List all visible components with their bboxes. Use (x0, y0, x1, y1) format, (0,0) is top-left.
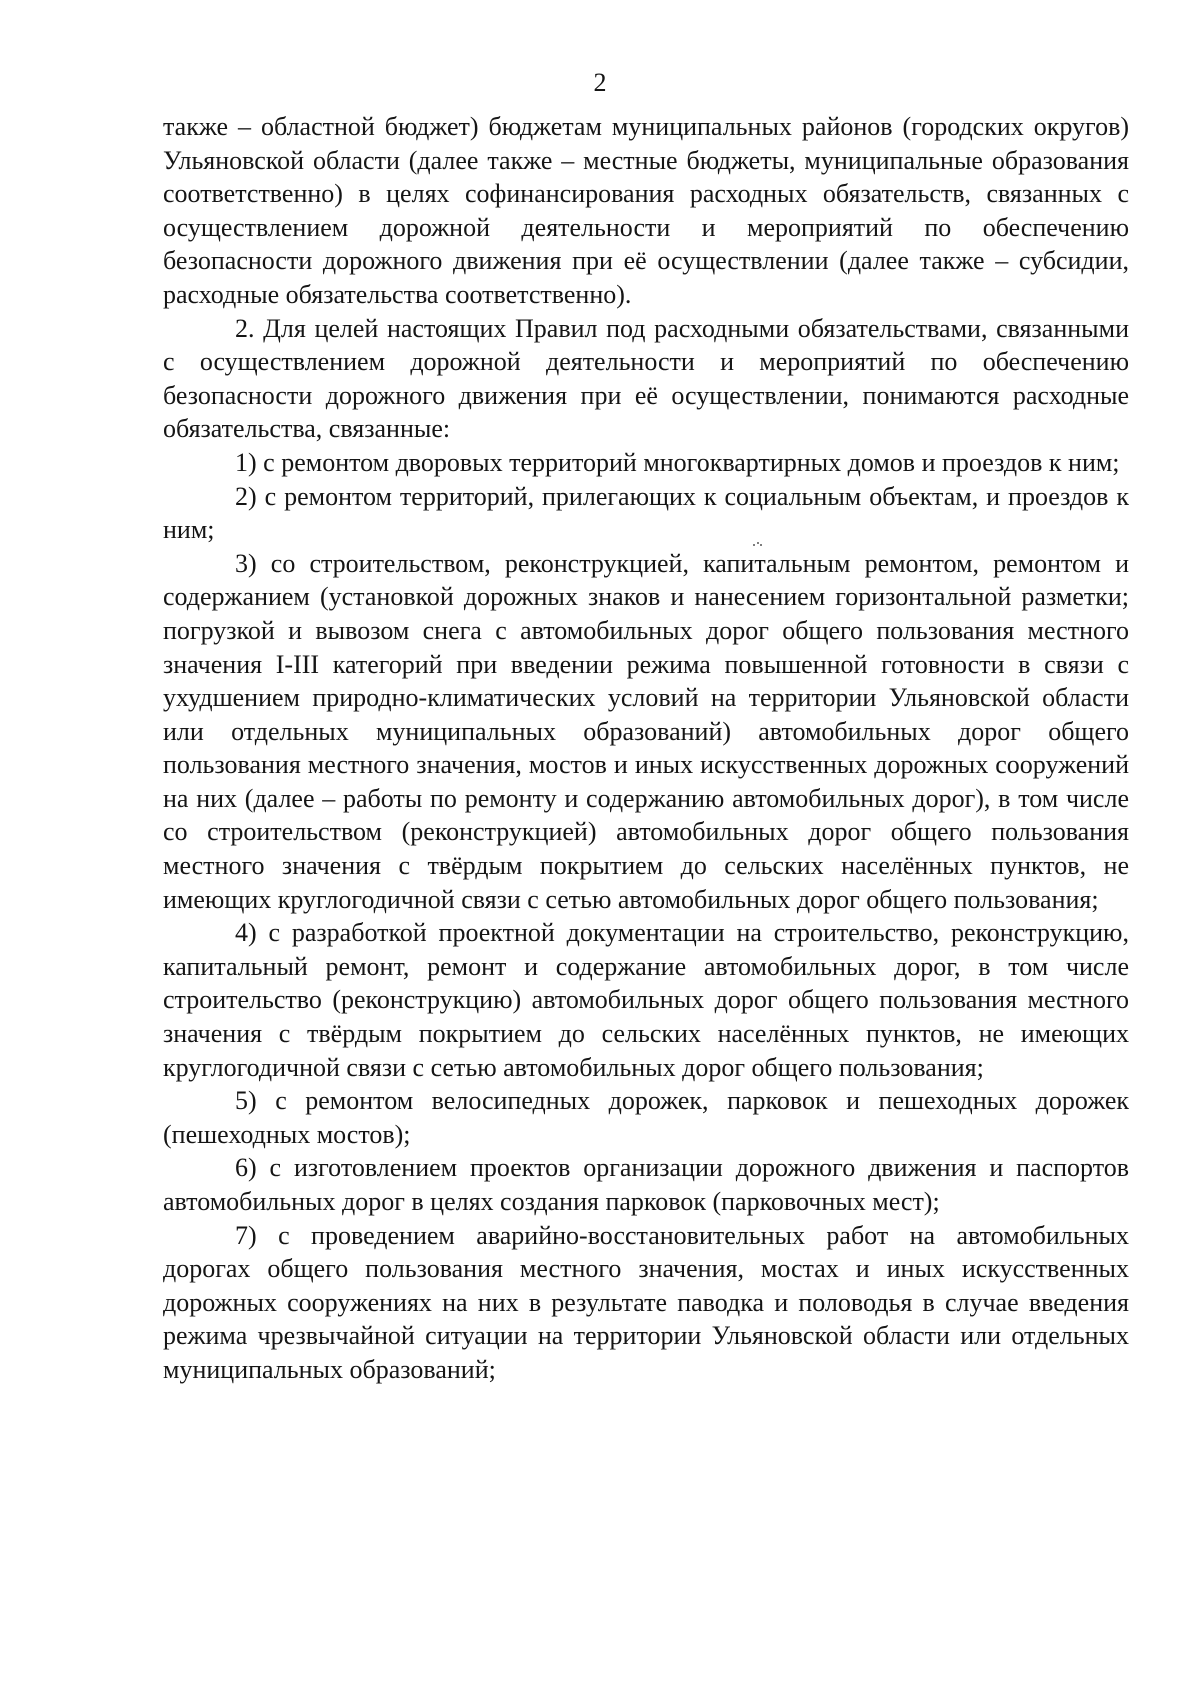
list-item-3: 3) со строительством, реконструкцией, капитальным ремонтом, ремонтом и содержанием (установкой дорожных знаков и нанесением горизонтальной разметки; погрузкой и вывозом снега с автомобильных дорог общего пользования местного значения I-III категорий при введении режима повышенной готовности в связи с ухудшением природно-климатических условий на территории Ульяновской области или отдельных муниципальных образований) автомобильных дорог общего пользования местного значения, мостов и иных искусственных дорожных сооружений на них (далее – работы по ремонту и содержанию автомобильных дорог), в том числе со строительством (реконструкцией) автомобильных дорог общего пользования местного значения с твёрдым покрытием до сельских населённых пунктов, не имеющих круглогодичной связи с сетью автомобильных дорог общего пользования; (163, 548, 1129, 914)
page-number: 2 (593, 68, 607, 97)
paragraph-intro-continuation: также – областной бюджет) бюджетам муниципальных районов (городских округов) Ульяновской области (далее также – местные бюджеты, муниципальные образования соответственно) в целях софинансирования расходных обязательств, связанных с осуществлением дорожной деятельности и мероприятий по обеспечению безопасности дорожного движения при её осуществлении (далее также – субсидии, расходные обязательства соответственно). (163, 112, 1129, 309)
list-item-6: 6) с изготовлением проектов организации дорожного движения и паспортов автомобильных дорог в целях создания парковок (парковочных мест); (163, 1153, 1129, 1216)
scan-artifact (753, 542, 763, 546)
list-item-7: 7) с проведением аварийно-восстановительных работ на автомобильных дорогах общего пользования местного значения, мостах и иных искусственных дорожных сооружениях на них в результате паводка и половодья в случае введения режима чрезвычайной ситуации на территории Ульяновской области или отдельных муниципальных образований; (163, 1220, 1129, 1384)
list-item-5: 5) с ремонтом велосипедных дорожек, парковок и пешеходных дорожек (пешеходных мостов); (163, 1086, 1129, 1149)
list-item-2: 2) с ремонтом территорий, прилегающих к социальным объектам, и проездов к ним; (163, 481, 1129, 545)
document-body (163, 110, 1129, 1387)
list-item-4: 4) с разработкой проектной документации на строительство, реконструкцию, капитальный ремонт, ремонт и содержание автомобильных дорог, в том числе строительство (реконструкцию) автомобильных дорог общего пользования местного значения с твёрдым покрытием до сельских населённых пунктов, не имеющих круглогодичной связи с сетью автомобильных дорог общего пользования; (163, 918, 1129, 1082)
list-item-1: 1) с ремонтом дворовых территорий многоквартирных домов и проездов к ним; (235, 447, 1120, 477)
paragraph-clause-2: 2. Для целей настоящих Правил под расходными обязательствами, связанными с осуществлением дорожной деятельности и мероприятий по обеспечению безопасности дорожного движения при её осуществлении, понимаются расходные обязательства, связанные: (163, 313, 1129, 444)
